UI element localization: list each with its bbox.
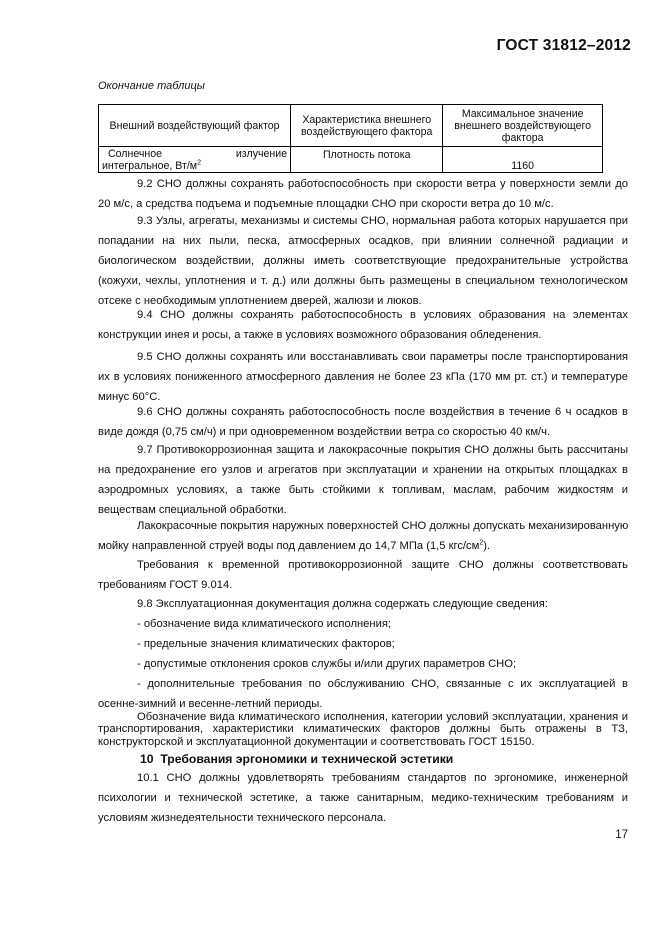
- factor-word-1: Солнечное: [108, 147, 163, 160]
- table-caption: Окончание таблицы: [98, 80, 205, 92]
- list-item: - обозначение вида климатического исполнения;: [137, 618, 391, 630]
- text-line: веществам специальной обработки.: [98, 504, 287, 516]
- text-line: 9.6 СНО должны сохранять работоспособность после воздействия в течение 6 ч осадков в: [137, 406, 628, 418]
- paragraph-9-5: [98, 347, 628, 407]
- paragraph-9-8: [98, 594, 628, 714]
- text-line: отсеке с необходимым уплотнением дверей, жалюзи и люков.: [98, 295, 422, 307]
- list-item: - допустимые отклонения сроков службы и/или других параметров СНО;: [137, 658, 517, 670]
- text-line: требованиям ГОСТ 9.014.: [98, 579, 233, 591]
- list-item: - дополнительные требования по обслуживанию СНО, связанные с их эксплуатацией в: [137, 678, 628, 690]
- list-item: - предельные значения климатических факторов;: [137, 638, 395, 650]
- factor-unit-sup: 2: [197, 158, 201, 166]
- text-line: Обозначение вида климатического исполнения, категории условий эксплуатации, хранения и: [137, 711, 628, 723]
- text-line: (кожухи, чехлы, уплотнения и т. д.) или должны быть размещены в специальном технологическом: [98, 275, 628, 287]
- text-line: аэродромных условиях, а также быть стойкими к топливам, маслам, рабочим жидкостям и: [98, 484, 628, 496]
- text-line: 10.1 СНО должны удовлетворять требованиям стандартов по эргономике, инженерной: [137, 772, 628, 784]
- paragraph-9-3: [98, 211, 628, 311]
- text-line: 9.3 Узлы, агрегаты, механизмы и системы СНО, нормальная работа которых нарушается при: [137, 215, 628, 227]
- paragraph-10-1: [98, 768, 628, 828]
- text-line: 9.7 Противокоррозионная защита и лакокрасочные покрытия СНО должны быть рассчитаны: [137, 444, 628, 456]
- paragraph-corrosion-requirements: [98, 555, 628, 595]
- factor-unit: интегральное, Вт/м: [102, 159, 198, 172]
- text-line: конструкции инея и росы, а также в условиях возможного образования обледенения.: [98, 329, 542, 341]
- paragraph-9-6: [98, 402, 628, 442]
- table-header-cell: Максимальное значение внешнего воздействующего фактора: [443, 105, 603, 147]
- text-line: 9.2 СНО должны сохранять работоспособность при скорости ветра у поверхности земли до: [137, 178, 628, 190]
- text-line: условиям жизнедеятельности технического персонала.: [98, 812, 387, 824]
- text-line: виде дождя (0,75 см/ч) и при одновременном воздействии ветра со скоростью 40 км/ч.: [98, 426, 551, 438]
- text-line: [98, 536, 628, 556]
- table-header-cell: Характеристика внешнего воздействующего фактора: [291, 105, 443, 147]
- table-header-cell: Внешний воздействующий фактор: [99, 105, 291, 147]
- text-line: 9.4 СНО должны сохранять работоспособность в условиях образования на элементах: [137, 309, 628, 321]
- superscript: 2: [479, 539, 484, 547]
- document-header: ГОСТ 31812–2012: [496, 37, 631, 54]
- text-line: минус 60°С.: [98, 391, 161, 403]
- table-cell-value: 1160: [443, 147, 603, 173]
- text-line: конструкторской и эксплуатационной документации и соответствовать ГОСТ 15150.: [98, 735, 535, 748]
- text-line: их в условиях пониженного атмосферного давления не более 23 кПа (170 мм рт. ст.) и температуре: [98, 371, 628, 383]
- paragraph-lacquer: [98, 516, 628, 556]
- page-number: 17: [615, 829, 628, 841]
- factor-word-2: излучение: [235, 147, 288, 160]
- text-line: биологическом воздействии, должны иметь соответствующие предохранительные устройства: [98, 255, 628, 267]
- paragraph-9-4: [98, 305, 628, 345]
- text-line: попадании на них пыли, песка, атмосферных осадков, при влиянии солнечной радиации и: [98, 235, 628, 247]
- text-line: 9.8 Эксплуатационная документация должна содержать следующие сведения:: [137, 598, 548, 610]
- text-segment: мойку направленной струей воды под давлением до 14,7 МПа (1,5 кгс/см: [98, 540, 480, 552]
- paragraph-9-7: [98, 440, 628, 520]
- text-line: транспортирования, характеристики климатических факторов должны быть отражены в ТЗ,: [98, 723, 628, 736]
- paragraph-designation: [98, 711, 628, 748]
- text-line: Требования к временной противокоррозионной защите СНО должны соответствовать: [137, 559, 628, 571]
- text-line: психологии и технической эстетике, а также санитарным, медико-техническим требованиям и: [98, 792, 628, 804]
- table-row: [99, 147, 603, 173]
- table-cell-characteristic: Плотность потока: [291, 147, 443, 173]
- text-line: 20 м/с, а средства подъема и подъемные площадки СНО при скорости ветра до 10 м/с.: [98, 198, 554, 210]
- text-line: 9.5 СНО должны сохранять или восстанавливать свои параметры после транспортирования: [137, 351, 628, 363]
- text-line: Лакокрасочные покрытия наружных поверхностей СНО должны допускать механизированную: [137, 520, 629, 532]
- text-line: осенне-зимний и весенне-летний периоды.: [98, 698, 323, 710]
- text-line: на предохранение его узлов и агрегатов при эксплуатации и хранении на открытых площадках в: [98, 464, 628, 476]
- text-segment: ).: [483, 540, 491, 552]
- paragraph-9-2: [98, 174, 628, 214]
- climatic-factors-table: [98, 104, 603, 173]
- table-cell-factor: [99, 147, 291, 173]
- table-header-row: [99, 105, 603, 147]
- section-heading: 10 Требования эргономики и технической эстетики: [140, 752, 454, 766]
